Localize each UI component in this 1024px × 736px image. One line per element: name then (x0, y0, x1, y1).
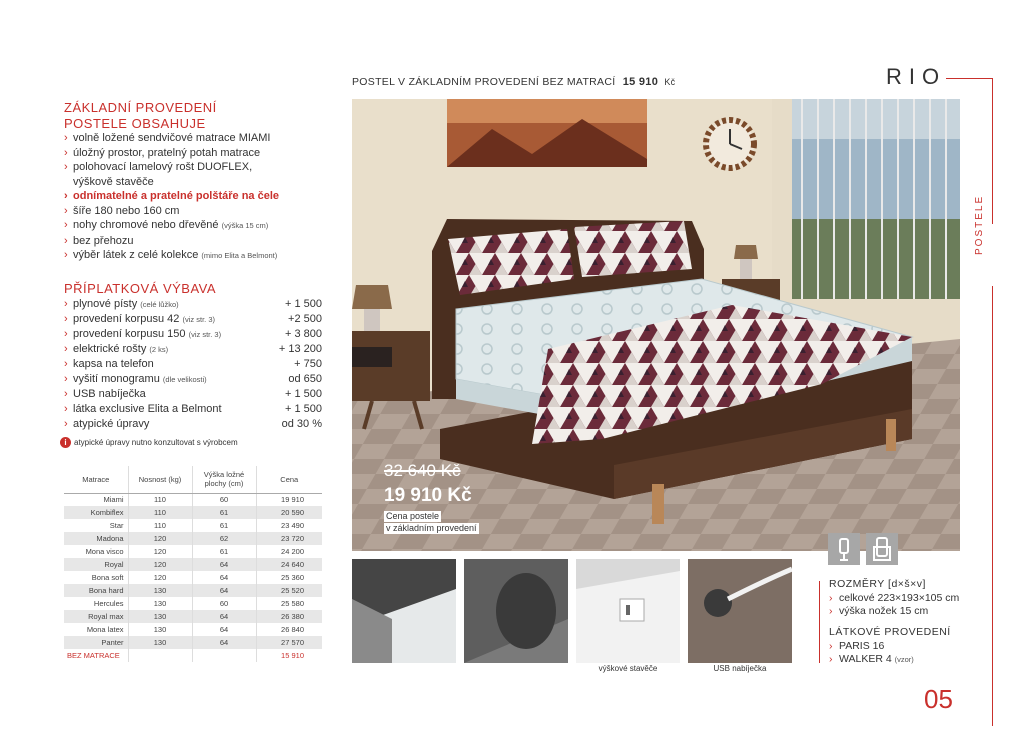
table-row (64, 610, 322, 623)
dims-item: › výška nožek 15 cm (829, 605, 959, 618)
price-note-line1: Cena postele (386, 511, 440, 521)
extra-item: › elektrické rošty (2 ks) + 13 200 (64, 342, 322, 357)
table-row (64, 571, 322, 584)
extras-list (64, 297, 322, 432)
extra-item: › provedení korpusu 42 (viz str. 3) +2 500 (64, 312, 322, 327)
thumb-pillow-detail (464, 559, 568, 663)
basic-item: › šíře 180 nebo 160 cm (64, 204, 324, 219)
table-cell: 26 380 (256, 610, 322, 623)
table-cell: Hercules (93, 599, 124, 608)
thumb-usb-charger (688, 559, 792, 663)
table-cell: 110 (128, 506, 192, 519)
table-cell: 130 (128, 636, 192, 649)
base-price-currency: Kč (664, 77, 676, 87)
thumb-caption: USB nabíječka (713, 664, 767, 673)
price-note (384, 511, 479, 535)
extra-item: › látka exclusive Elita a Belmont + 1 500 (64, 402, 322, 417)
price-note-line2: v základním provedení (386, 523, 477, 533)
table-cell: 23 720 (256, 532, 322, 545)
table-cell: 130 (128, 623, 192, 636)
basic-item: › úložný prostor, pratelný potah matrace (64, 146, 324, 161)
table-cell: 61 (192, 506, 256, 519)
table-cell: Mona visco (85, 547, 124, 556)
table-cell: 25 520 (256, 584, 322, 597)
phone-pocket-icon (866, 533, 898, 565)
table-cell: 110 (128, 519, 192, 532)
bed-photo (352, 99, 960, 551)
table-cell: 120 (128, 532, 192, 545)
table-row (64, 519, 322, 532)
table-cell: 120 (128, 571, 192, 584)
table-cell: 110 (128, 493, 192, 506)
table-cell: 20 590 (256, 506, 322, 519)
basic-item: › polohovací lamelový rošt DUOFLEX, (64, 160, 324, 175)
table-cell: 130 (128, 610, 192, 623)
table-cell: Royal max (64, 610, 128, 623)
table-row (64, 597, 322, 610)
table-row (64, 636, 322, 649)
table-cell: Panter (64, 636, 128, 649)
basic-item: › nohy chromové nebo dřevěné (výška 15 cm) (64, 218, 324, 234)
table-cell: 120 (128, 545, 192, 558)
table-cell: 26 840 (256, 623, 322, 636)
fabric-item: › PARIS 16 (829, 640, 914, 653)
table-cell: 64 (192, 623, 256, 636)
thumb-caption: výškové stavěče (598, 664, 658, 673)
table-cell: Bona soft (91, 573, 124, 582)
warning-note (60, 437, 238, 448)
side-divider-top (992, 78, 993, 224)
warning-text: atypické úpravy nutno konzultovat s výrobcem (74, 438, 238, 447)
col-header: Výška ložné plochy (cm) (192, 466, 256, 493)
basic-item: › volně ložené sendvičové matrace MIAMI (64, 131, 324, 146)
basic-features-list (64, 131, 324, 264)
col-header: Matrace (64, 466, 128, 493)
base-price-label: POSTEL V ZÁKLADNÍM PROVEDENÍ BEZ MATRACÍ (352, 76, 616, 88)
table-cell: 27 570 (256, 636, 322, 649)
table-cell: Miami (103, 495, 124, 505)
table-cell: Royal (64, 558, 128, 571)
table-cell: BEZ MATRACE (64, 649, 128, 662)
basic-title-line2: POSTELE OBSAHUJE (64, 116, 206, 131)
dims-title: ROZMĚRY [d×š×v] (829, 578, 926, 590)
table-row (64, 545, 322, 558)
basic-title-line1: ZÁKLADNÍ PROVEDENÍ (64, 100, 217, 115)
table-cell: 23 490 (256, 519, 322, 532)
basic-item-highlight: › odnímatelné a pratelné polštáře na čele (64, 189, 324, 204)
table-cell: 130 (128, 597, 192, 610)
fabric-title: LÁTKOVÉ PROVEDENÍ (829, 626, 951, 638)
bed-illustration (352, 99, 960, 551)
col-header: Nosnost (kg) (128, 466, 192, 493)
table-cell: 64 (192, 571, 256, 584)
table-cell: 130 (128, 584, 192, 597)
table-cell: 61 (192, 519, 256, 532)
extra-item: › vyšití monogramu (dle velikosti) od 650 (64, 372, 322, 387)
table-row (64, 584, 322, 597)
basic-item: výškově stavěče (73, 175, 154, 188)
extra-item: › plynové písty (celé lůžko) + 1 500 (64, 297, 322, 312)
dims-list (829, 592, 959, 618)
table-row (64, 506, 322, 519)
table-cell: Star (109, 521, 124, 530)
table-cell: 25 360 (256, 571, 322, 584)
fabric-list (829, 640, 914, 666)
table-cell: 60 (192, 493, 256, 506)
table-cell: 120 (128, 558, 192, 571)
info-icon: i (60, 437, 71, 448)
extra-item: › USB nabíječka + 1 500 (64, 387, 322, 402)
basic-item: › bez přehozu (64, 234, 324, 249)
extra-item: › atypické úpravy od 30 % (64, 417, 322, 432)
spec-divider (819, 581, 820, 663)
table-cell: Mona latex (86, 625, 124, 634)
table-cell: Madona (64, 532, 128, 545)
page-title: RIO (886, 64, 947, 89)
table-cell: 62 (192, 532, 256, 545)
table-row (64, 493, 322, 506)
table-cell: 25 580 (256, 597, 322, 610)
table-cell: 60 (192, 597, 256, 610)
base-price-header (352, 76, 675, 88)
fabric-item: › WALKER 4 (vzor) (829, 653, 914, 666)
col-header: Cena (256, 466, 322, 493)
basic-section-title (64, 100, 217, 132)
old-price: 32 640 Kč (384, 461, 461, 480)
page-number: 05 (924, 684, 953, 714)
table-cell: 24 200 (256, 545, 322, 558)
table-cell: 64 (192, 558, 256, 571)
basic-item: › výběr látek z celé kolekce (mimo Elita a Belmont) (64, 248, 324, 264)
table-cell: 64 (192, 636, 256, 649)
side-divider-bottom (992, 286, 993, 726)
gas-piston-icon (828, 533, 860, 565)
mattress-table (64, 466, 322, 662)
table-cell: 24 640 (256, 558, 322, 571)
table-row (64, 532, 322, 545)
base-price-value: 15 910 (622, 76, 659, 88)
table-header-row (64, 466, 322, 493)
table-cell: 64 (192, 610, 256, 623)
table-cell: 64 (192, 584, 256, 597)
extras-section-title: PŘÍPLATKOVÁ VÝBAVA (64, 281, 217, 296)
table-cell: 19 910 (256, 493, 322, 506)
table-cell: Bona hard (64, 584, 128, 597)
header-divider (946, 78, 992, 79)
table-cell: 61 (192, 545, 256, 558)
table-cell: Kombiflex (64, 506, 128, 519)
table-cell: 15 910 (256, 649, 322, 662)
table-row-no-mattress (64, 649, 322, 662)
extra-item: › kapsa na telefon + 750 (64, 357, 322, 372)
thumb-headboard-detail (352, 559, 456, 663)
thumb-height-adjuster (576, 559, 680, 663)
extra-item: › provedení korpusu 150 (viz str. 3) + 3 800 (64, 327, 322, 342)
table-row (64, 558, 322, 571)
table-cell (128, 649, 192, 662)
table-cell (192, 649, 256, 662)
category-label: POSTELE (974, 194, 985, 255)
dims-item: › celkové 223×193×105 cm (829, 592, 959, 605)
table-row (64, 623, 322, 636)
sale-price: 19 910 Kč (384, 485, 472, 506)
